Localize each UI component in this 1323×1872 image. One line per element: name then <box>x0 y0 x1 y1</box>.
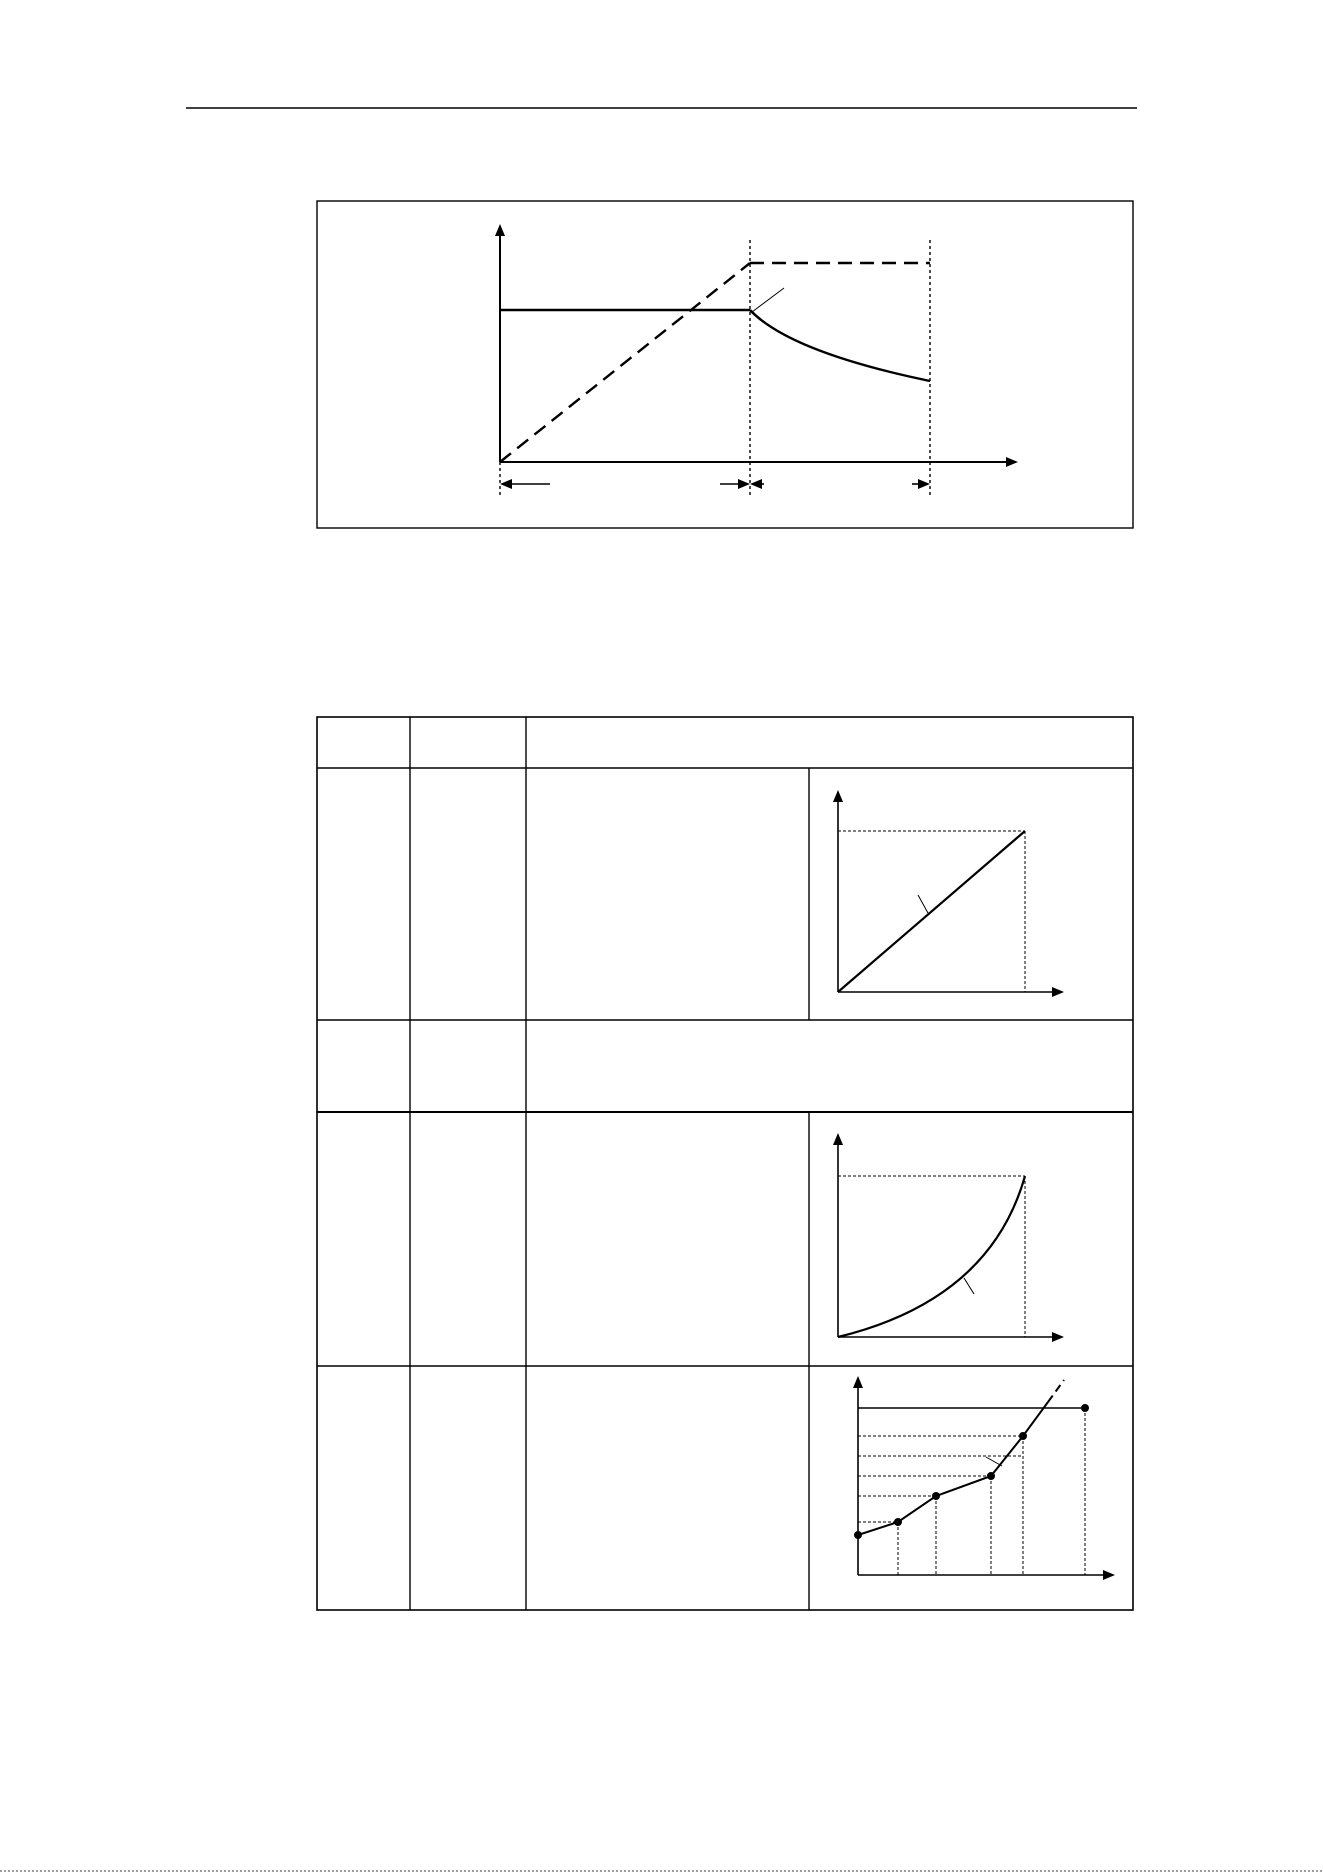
figure-frame <box>317 201 1133 528</box>
g4-point-2 <box>932 1492 940 1500</box>
power-ramp-dashed <box>500 263 750 462</box>
graph-square-law-vf <box>838 1135 1062 1337</box>
g3-leader <box>964 1278 974 1294</box>
parameter-table <box>317 717 1133 1610</box>
g4-point-5 <box>1081 1404 1089 1412</box>
g4-point-3 <box>987 1472 995 1480</box>
graph-multipoint-vf <box>854 1378 1113 1575</box>
g4-leader <box>986 1457 1002 1466</box>
g3-square-curve <box>838 1176 1025 1337</box>
g4-point-0 <box>854 1531 862 1539</box>
table-frame <box>317 717 1133 1610</box>
g4-extension-dashed <box>1048 1380 1064 1402</box>
g4-point-1 <box>894 1518 902 1526</box>
g4-point-4 <box>1019 1432 1027 1440</box>
g4-multipoint-line <box>858 1402 1048 1535</box>
g1-leader <box>918 895 928 913</box>
graph-linear-vf <box>838 792 1062 992</box>
g1-linear-line <box>838 831 1025 992</box>
decreasing-torque-curve <box>750 310 930 381</box>
leader-line <box>752 288 784 312</box>
figure-torque-power-diagram <box>317 201 1133 528</box>
